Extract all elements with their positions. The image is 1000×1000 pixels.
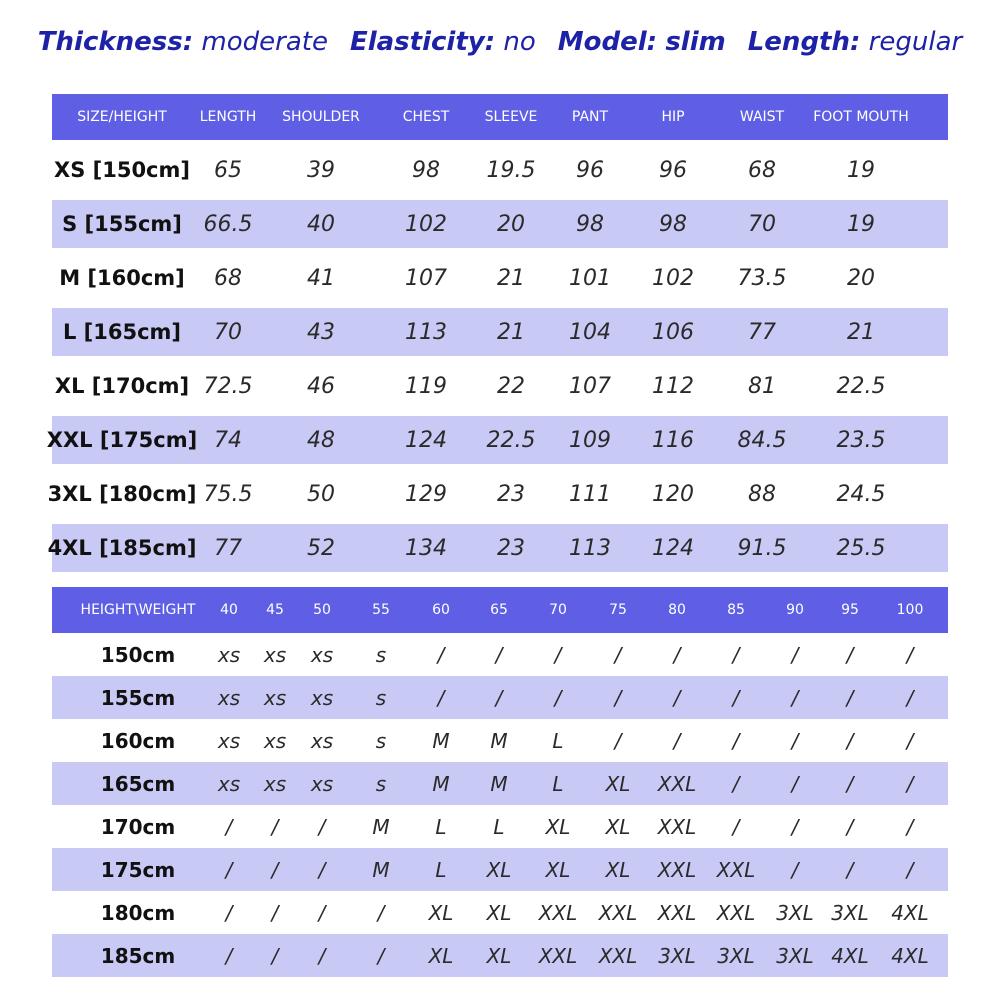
weight-table-cell: M — [432, 728, 450, 753]
weight-table-cell: xs — [310, 728, 334, 753]
weight-table-cell: XXL — [598, 900, 638, 925]
weight-table-column-header: 75 — [609, 602, 627, 618]
weight-table-cell: xs — [263, 642, 287, 667]
table-row — [52, 934, 948, 977]
table-row — [47, 524, 948, 572]
size-table-cell: 106 — [652, 319, 694, 345]
weight-table-cell: XXL — [657, 857, 697, 882]
weight-table-cell: xs — [310, 685, 334, 710]
size-table-cell: 104 — [569, 319, 611, 345]
size-table-column-header: SLEEVE — [484, 109, 538, 125]
table-row — [46, 416, 948, 464]
weight-table-cell: xs — [263, 728, 287, 753]
weight-table-cell: 3XL — [831, 900, 869, 925]
size-table-cell: 65 — [214, 157, 242, 183]
size-table-cell: 22.5 — [486, 427, 536, 453]
weight-table-cell: s — [375, 728, 387, 753]
size-table-cell: 129 — [405, 481, 447, 507]
weight-table-cell: XXL — [538, 900, 578, 925]
weight-table-cell: XL — [428, 900, 454, 925]
thickness-attribute — [38, 27, 328, 57]
length-value: regular — [868, 27, 963, 57]
table-row — [52, 891, 948, 934]
table-row — [52, 308, 948, 356]
weight-table-cell: / — [614, 728, 622, 753]
weight-table-column-header: 50 — [313, 602, 331, 618]
weight-table-cell: s — [375, 685, 387, 710]
size-table-cell: 98 — [659, 211, 687, 237]
model-label: Model: — [557, 27, 658, 57]
weight-table-cell: / — [846, 685, 854, 710]
size-table-cell: 119 — [405, 373, 447, 399]
weight-table-row-label: 165cm — [100, 771, 176, 796]
weight-table-cell: XXL — [538, 943, 578, 968]
weight-table-cell: 3XL — [717, 943, 755, 968]
size-table-cell: 116 — [652, 427, 694, 453]
thickness-value: moderate — [201, 27, 328, 57]
size-table-cell: 70 — [748, 211, 776, 237]
table-row — [52, 676, 948, 719]
weight-table-column-header: HEIGHT\WEIGHT — [80, 602, 196, 618]
size-table-cell: 109 — [569, 427, 611, 453]
weight-table-cell: XL — [486, 943, 512, 968]
size-table-cell: 112 — [652, 373, 694, 399]
weight-table-cell: L — [552, 771, 564, 796]
weight-table-cell: XL — [605, 814, 631, 839]
weight-table-row-label: 170cm — [100, 814, 176, 839]
weight-table-cell: XXL — [657, 771, 697, 796]
size-table-cell: 134 — [405, 535, 447, 561]
size-table-cell: 20 — [497, 211, 525, 237]
weight-table-cell: / — [791, 814, 799, 839]
weight-table-column-header: 55 — [372, 602, 390, 618]
weight-table-cell: / — [846, 728, 854, 753]
weight-table-cell: / — [846, 857, 854, 882]
size-table-cell: 102 — [405, 211, 447, 237]
elasticity-label: Elasticity: — [349, 27, 496, 57]
weight-table-cell: / — [673, 728, 681, 753]
size-table-cell: 21 — [497, 265, 525, 291]
size-table-cell: 72.5 — [203, 373, 253, 399]
size-table-column-header: HIP — [661, 109, 685, 125]
size-table-cell: 19.5 — [486, 157, 536, 183]
size-table-row-label: XXL [175cm] — [46, 428, 198, 452]
weight-table-cell: / — [791, 642, 799, 667]
model-value: slim — [665, 27, 726, 57]
size-table-cell: 124 — [652, 535, 694, 561]
table-row — [52, 805, 948, 848]
weight-table-cell: s — [375, 642, 387, 667]
weight-table-cell: XXL — [598, 943, 638, 968]
weight-table-cell: 3XL — [776, 900, 814, 925]
table-row — [52, 719, 948, 762]
weight-table-cell: XL — [605, 857, 631, 882]
weight-table-cell: / — [791, 685, 799, 710]
table-row — [52, 848, 948, 891]
weight-table-cell: / — [318, 900, 326, 925]
size-table-cell: 68 — [748, 157, 776, 183]
weight-table-cell: M — [372, 814, 390, 839]
weight-table-cell: / — [271, 943, 279, 968]
size-table-column-header: LENGTH — [199, 109, 257, 125]
weight-table-header-row — [52, 587, 948, 633]
weight-table-cell: xs — [263, 685, 287, 710]
weight-table-cell: L — [435, 814, 447, 839]
weight-table-cell: 3XL — [776, 943, 814, 968]
size-table-cell: 81 — [748, 373, 776, 399]
length-attribute — [748, 27, 962, 57]
size-table-cell: 52 — [307, 535, 335, 561]
weight-table-cell: 3XL — [658, 943, 696, 968]
table-row — [52, 633, 948, 676]
weight-table-cell: / — [495, 685, 503, 710]
model-attribute — [558, 27, 726, 57]
weight-table-cell: / — [906, 642, 914, 667]
weight-table-column-header: 60 — [432, 602, 450, 618]
weight-table-cell: XXL — [716, 900, 756, 925]
table-row — [47, 470, 948, 518]
size-table-column-header: WAIST — [739, 109, 785, 125]
weight-table-cell: / — [437, 685, 445, 710]
weight-table-cell: xs — [310, 771, 334, 796]
weight-table-cell: XL — [605, 771, 631, 796]
table-row — [52, 254, 948, 302]
weight-table-cell: / — [906, 857, 914, 882]
weight-table-cell: L — [552, 728, 564, 753]
size-chart-table — [46, 94, 948, 572]
weight-table-column-header: 65 — [490, 602, 508, 618]
table-row — [52, 146, 948, 194]
size-table-header-row — [52, 94, 948, 140]
weight-table-cell: xs — [217, 685, 241, 710]
weight-table-cell: L — [493, 814, 505, 839]
weight-table-cell: / — [495, 642, 503, 667]
weight-table-cell: XL — [486, 900, 512, 925]
weight-table-row-label: 180cm — [100, 900, 176, 925]
weight-table-cell: / — [614, 685, 622, 710]
size-table-cell: 98 — [412, 157, 440, 183]
size-table-cell: 48 — [307, 427, 335, 453]
size-table-cell: 84.5 — [737, 427, 787, 453]
weight-table-cell: XL — [545, 857, 571, 882]
size-table-column-header: CHEST — [402, 109, 450, 125]
size-table-cell: 77 — [214, 535, 242, 561]
weight-table-cell: xs — [217, 728, 241, 753]
weight-table-cell: / — [271, 857, 279, 882]
weight-table-cell: / — [318, 814, 326, 839]
table-row — [52, 362, 948, 410]
size-table-row-label: XS [150cm] — [54, 158, 190, 182]
weight-table-cell: / — [225, 814, 233, 839]
weight-table-row-label: 160cm — [100, 728, 176, 753]
weight-table-cell: / — [673, 642, 681, 667]
weight-table-cell: XXL — [716, 857, 756, 882]
size-table-row-label: S [155cm] — [62, 212, 182, 236]
weight-table-cell: / — [906, 685, 914, 710]
size-table-cell: 75.5 — [203, 481, 253, 507]
weight-table-cell: XL — [428, 943, 454, 968]
weight-table-cell: M — [490, 771, 508, 796]
weight-table-cell: / — [846, 814, 854, 839]
size-table-cell: 96 — [576, 157, 604, 183]
size-table-cell: 107 — [405, 265, 447, 291]
weight-table-cell: xs — [263, 771, 287, 796]
weight-table-column-header: 70 — [549, 602, 567, 618]
size-table-cell: 21 — [847, 319, 875, 345]
size-table-row-label: L [165cm] — [62, 320, 182, 344]
elasticity-value: no — [503, 27, 536, 57]
weight-table-cell: XL — [486, 857, 512, 882]
weight-table-cell: / — [732, 642, 740, 667]
weight-table-cell: / — [791, 771, 799, 796]
size-table-cell: 46 — [307, 373, 335, 399]
weight-table-cell: / — [732, 771, 740, 796]
size-table-cell: 19 — [847, 157, 875, 183]
size-table-cell: 113 — [569, 535, 611, 561]
weight-table-cell: M — [372, 857, 390, 882]
size-table-cell: 77 — [748, 319, 776, 345]
weight-table-cell: / — [846, 642, 854, 667]
weight-table-cell: / — [732, 685, 740, 710]
size-table-cell: 96 — [659, 157, 687, 183]
size-table-cell: 107 — [569, 373, 611, 399]
weight-table-column-header: 80 — [668, 602, 686, 618]
weight-table-cell: / — [673, 685, 681, 710]
weight-table-column-header: 85 — [727, 602, 745, 618]
elasticity-attribute — [350, 27, 536, 57]
size-table-cell: 88 — [748, 481, 776, 507]
weight-table-column-header: 100 — [896, 602, 924, 618]
weight-table-cell: / — [791, 728, 799, 753]
height-weight-table — [52, 587, 948, 977]
weight-table-cell: / — [225, 900, 233, 925]
size-table-cell: 70 — [214, 319, 242, 345]
size-table-cell: 102 — [652, 265, 694, 291]
size-table-cell: 113 — [405, 319, 447, 345]
weight-table-cell: / — [554, 685, 562, 710]
size-table-cell: 91.5 — [737, 535, 787, 561]
size-table-cell: 23 — [497, 481, 525, 507]
weight-table-cell: xs — [310, 642, 334, 667]
size-table-cell: 43 — [307, 319, 335, 345]
weight-table-cell: XXL — [657, 814, 697, 839]
size-table-cell: 74 — [214, 427, 242, 453]
weight-table-cell: / — [906, 814, 914, 839]
size-table-cell: 41 — [307, 265, 335, 291]
attributes-line — [0, 22, 1000, 62]
weight-table-column-header: 40 — [220, 602, 238, 618]
size-table-row-label: M [160cm] — [59, 266, 185, 290]
weight-table-cell: / — [377, 943, 385, 968]
weight-table-cell: XL — [545, 814, 571, 839]
size-table-cell: 101 — [569, 265, 611, 291]
weight-table-cell: / — [437, 642, 445, 667]
weight-table-column-header: 95 — [841, 602, 859, 618]
weight-table-cell: M — [490, 728, 508, 753]
weight-table-cell: / — [906, 771, 914, 796]
weight-table-cell: / — [732, 728, 740, 753]
weight-table-cell: 4XL — [891, 900, 929, 925]
weight-table-cell: / — [732, 814, 740, 839]
weight-table-cell: / — [377, 900, 385, 925]
size-table-cell: 50 — [307, 481, 335, 507]
size-table-cell: 22.5 — [836, 373, 886, 399]
thickness-label: Thickness: — [37, 27, 194, 57]
weight-table-cell: M — [432, 771, 450, 796]
table-row — [52, 762, 948, 805]
size-table-column-header: SHOULDER — [282, 109, 360, 125]
weight-table-row-label: 175cm — [100, 857, 176, 882]
table-row — [52, 200, 948, 248]
size-table-cell: 25.5 — [836, 535, 886, 561]
size-table-cell: 40 — [307, 211, 335, 237]
weight-table-cell: / — [318, 857, 326, 882]
size-table-cell: 22 — [497, 373, 525, 399]
weight-table-cell: / — [906, 728, 914, 753]
weight-table-cell: / — [614, 642, 622, 667]
size-table-cell: 39 — [307, 157, 335, 183]
size-table-cell: 120 — [652, 481, 694, 507]
weight-table-column-header: 90 — [786, 602, 804, 618]
weight-table-row-label: 150cm — [100, 642, 176, 667]
weight-table-cell: / — [271, 814, 279, 839]
weight-table-cell: XXL — [657, 900, 697, 925]
size-table-row-label: 3XL [180cm] — [47, 482, 197, 506]
weight-table-cell: xs — [217, 642, 241, 667]
weight-table-cell: / — [225, 857, 233, 882]
size-table-column-header: SIZE/HEIGHT — [77, 109, 167, 125]
weight-table-cell: / — [846, 771, 854, 796]
size-table-cell: 20 — [847, 265, 875, 291]
weight-table-cell: / — [554, 642, 562, 667]
size-table-cell: 98 — [576, 211, 604, 237]
weight-table-cell: / — [318, 943, 326, 968]
size-table-cell: 66.5 — [203, 211, 253, 237]
size-table-row-label: XL [170cm] — [54, 374, 190, 398]
size-table-cell: 73.5 — [737, 265, 787, 291]
weight-table-cell: / — [791, 857, 799, 882]
size-table-cell: 21 — [497, 319, 525, 345]
weight-table-cell: xs — [217, 771, 241, 796]
weight-table-cell: s — [375, 771, 387, 796]
length-label: Length: — [747, 27, 861, 57]
weight-table-cell: / — [271, 900, 279, 925]
weight-table-row-label: 155cm — [100, 685, 176, 710]
size-table-column-header: FOOT MOUTH — [813, 109, 909, 125]
size-table-row-label: 4XL [185cm] — [47, 536, 197, 560]
size-table-cell: 68 — [214, 265, 242, 291]
size-table-cell: 23 — [497, 535, 525, 561]
size-table-cell: 124 — [405, 427, 447, 453]
size-table-cell: 23.5 — [836, 427, 886, 453]
weight-table-cell: L — [435, 857, 447, 882]
weight-table-row-label: 185cm — [100, 943, 176, 968]
size-table-cell: 111 — [569, 481, 611, 507]
size-table-cell: 24.5 — [836, 481, 886, 507]
weight-table-column-header: 45 — [266, 602, 284, 618]
weight-table-cell: / — [225, 943, 233, 968]
size-table-column-header: PANT — [571, 109, 609, 125]
weight-table-cell: 4XL — [831, 943, 869, 968]
size-table-cell: 19 — [847, 211, 875, 237]
weight-table-cell: 4XL — [891, 943, 929, 968]
